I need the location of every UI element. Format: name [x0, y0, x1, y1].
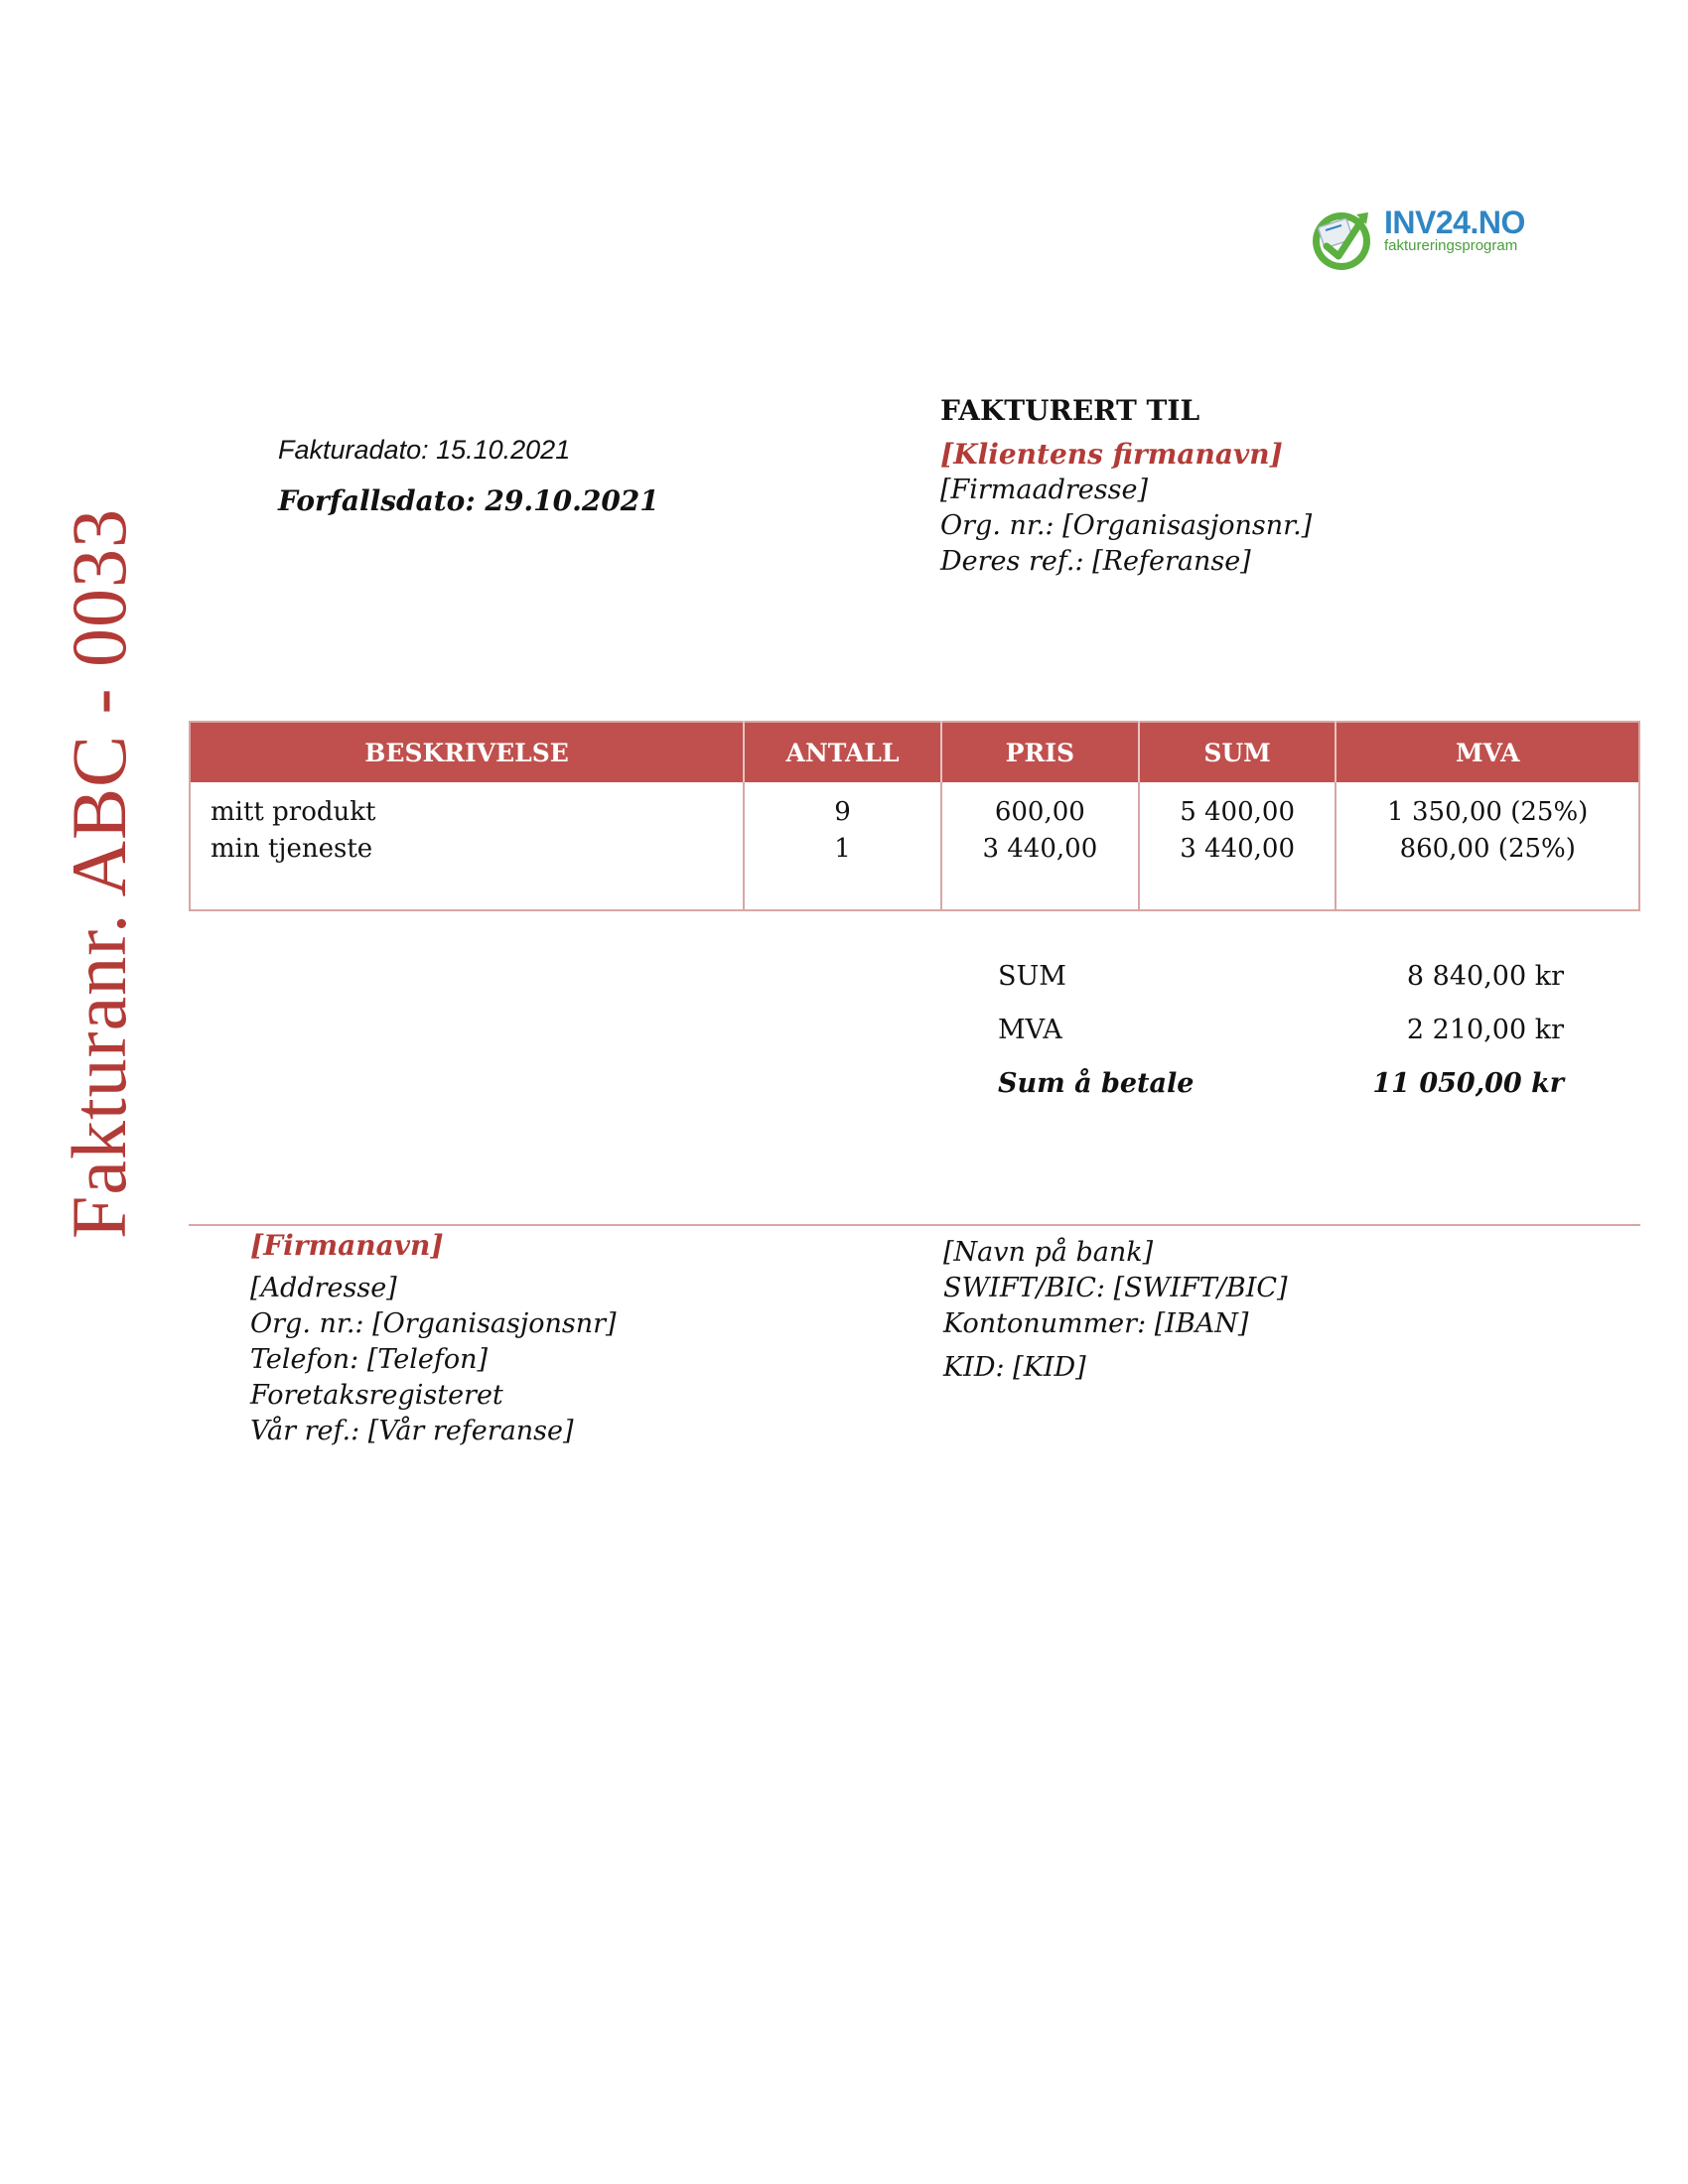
logo-name: INV24.NO [1384, 205, 1525, 240]
client-reference: Deres ref.: [Referanse] [940, 546, 1251, 577]
invoice-number: Fakturanr. ABC - 0033 [56, 508, 142, 1239]
client-company-name: [Klientens firmanavn] [940, 438, 1283, 471]
column-header-vat: MVA [1336, 722, 1639, 782]
item-description: mitt produkt [211, 797, 376, 827]
table-body-row [190, 782, 1639, 910]
sender-company-name: [Firmanavn] [250, 1229, 444, 1262]
client-address: [Firmaadresse] [940, 475, 1148, 505]
item-quantity: 9 [834, 797, 851, 827]
invoice-check-arrow-icon [1309, 206, 1374, 272]
column-header-quantity: ANTALL [744, 722, 941, 782]
item-price: 3 440,00 [982, 834, 1098, 864]
description-cell [190, 782, 744, 910]
amount-due-row [998, 1068, 1594, 1122]
sender-phone: Telefon: [Telefon] [250, 1344, 489, 1375]
totals-block [998, 961, 1594, 1122]
line-items-table [189, 721, 1640, 911]
amount-due-label: Sum å betale [998, 1068, 1195, 1099]
footer-divider [189, 1224, 1640, 1226]
item-price: 600,00 [994, 797, 1085, 827]
table-header-row [190, 722, 1639, 782]
quantity-cell [744, 782, 941, 910]
sender-register: Foretaksregisteret [250, 1380, 503, 1411]
amount-due-value: 11 050,00 kr [1372, 1068, 1564, 1099]
item-sum: 5 400,00 [1180, 797, 1295, 827]
vat-cell [1336, 782, 1639, 910]
bank-account-number: Kontonummer: [IBAN] [943, 1308, 1249, 1339]
due-date: Forfallsdato: 29.10.2021 [278, 484, 659, 517]
item-vat: 1 350,00 (25%) [1387, 797, 1589, 827]
column-header-sum: SUM [1139, 722, 1336, 782]
sender-reference: Vår ref.: [Vår referanse] [250, 1416, 574, 1446]
sender-address: [Addresse] [250, 1273, 397, 1303]
bank-kid: KID: [KID] [943, 1352, 1086, 1383]
billed-to-block [940, 393, 1437, 580]
subtotal-row [998, 961, 1594, 1015]
item-quantity: 1 [834, 834, 851, 864]
column-header-price: PRIS [941, 722, 1139, 782]
sender-org-number: Org. nr.: [Organisasjonsnr] [250, 1308, 617, 1339]
item-sum: 3 440,00 [1180, 834, 1295, 864]
billed-to-heading: FAKTURERT TIL [940, 394, 1200, 427]
vat-total-label: MVA [998, 1015, 1062, 1045]
price-cell [941, 782, 1139, 910]
item-description: min tjeneste [211, 834, 373, 864]
invoice-date: Fakturadato: 15.10.2021 [278, 435, 571, 465]
client-org-number: Org. nr.: [Organisasjonsnr.] [940, 510, 1313, 541]
sum-cell [1139, 782, 1336, 910]
subtotal-value: 8 840,00 kr [1406, 961, 1564, 992]
logo-subtitle: faktureringsprogram [1384, 237, 1518, 254]
vat-total-value: 2 210,00 kr [1406, 1015, 1564, 1045]
sender-company-block [250, 1227, 846, 1449]
bank-name: [Navn på bank] [943, 1237, 1154, 1268]
bank-swift: SWIFT/BIC: [SWIFT/BIC] [943, 1273, 1288, 1303]
vat-total-row [998, 1015, 1594, 1068]
subtotal-label: SUM [998, 961, 1066, 992]
bank-details-block [943, 1235, 1539, 1386]
column-header-description: BESKRIVELSE [190, 722, 744, 782]
item-vat: 860,00 (25%) [1399, 834, 1576, 864]
brand-logo [1309, 201, 1527, 276]
